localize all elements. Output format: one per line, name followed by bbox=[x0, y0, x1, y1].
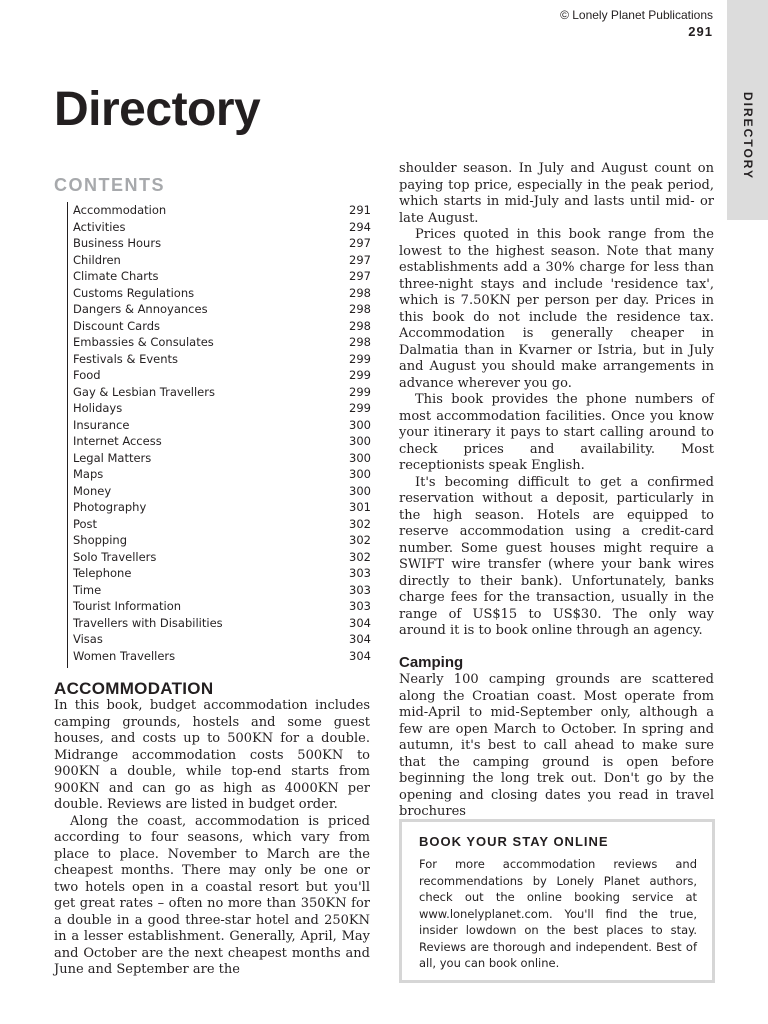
toc-entry-label: Legal Matters bbox=[73, 450, 152, 465]
toc-entry-label: Gay & Lesbian Travellers bbox=[73, 384, 215, 399]
toc-entry-page: 297 bbox=[349, 252, 371, 267]
toc-entry bbox=[68, 219, 371, 236]
toc-entry-label: Tourist Information bbox=[73, 599, 182, 613]
left-column bbox=[54, 698, 370, 979]
toc-entry bbox=[68, 648, 371, 665]
toc-entry bbox=[68, 400, 371, 417]
accommodation-paragraph-3: Prices quoted in this book range from the lowest to the highest season. Note that many establishments add a 30% charge for less than three-night stays and include 'residence tax', which is 7.50KN per person per day. Prices in this book do not include the residence tax. Accommodation is generally cheaper in Dalmatia than in Kvarner or Istria, but in July and August you should make arrangements in advance wherever you go. bbox=[399, 227, 714, 391]
toc-entry-label: Climate Charts bbox=[73, 269, 159, 283]
toc-entry bbox=[68, 367, 371, 384]
toc-entry bbox=[68, 268, 371, 285]
toc-entry bbox=[68, 450, 371, 467]
toc-entry bbox=[68, 334, 371, 351]
toc-entry-label: Time bbox=[73, 582, 102, 597]
toc-entry bbox=[68, 532, 371, 549]
toc-entry-page: 297 bbox=[349, 236, 371, 250]
book-online-boxout bbox=[399, 819, 715, 983]
toc-entry-label: Solo Travellers bbox=[73, 549, 157, 564]
toc-entry bbox=[68, 582, 371, 599]
table-of-contents bbox=[67, 202, 371, 668]
toc-entry-page: 301 bbox=[349, 500, 371, 514]
toc-entry-label: Holidays bbox=[73, 401, 123, 415]
toc-entry-page: 298 bbox=[349, 335, 371, 349]
camping-column bbox=[399, 672, 714, 821]
toc-entry-label: Customs Regulations bbox=[73, 285, 195, 300]
boxout-body: For more accommodation reviews and recommendations by Lonely Planet authors, check out the online booking service at www.lonelyplanet.com. You'll find the true, insider lowdown on the best places to stay. Reviews are thorough and independent. Best of all, you can book online. bbox=[419, 857, 697, 970]
toc-entry bbox=[68, 417, 371, 434]
toc-entry-label: Telephone bbox=[73, 566, 132, 580]
page-number: 291 bbox=[688, 24, 713, 39]
toc-entry-page: 299 bbox=[349, 401, 371, 415]
accommodation-paragraph-2-continued: shoulder season. In July and August count on paying top price, especially in the peak period, which starts in mid-July and lasts until mid- or late August. bbox=[399, 161, 714, 226]
toc-entry bbox=[68, 318, 371, 335]
toc-entry-label: Travellers with Disabilities bbox=[73, 615, 223, 630]
accommodation-paragraph-5: It's becoming difficult to get a confirmed reservation without a deposit, particularly in the high season. Hotels are equipped to reserve accommodation using a credit-card number. Some guest houses might require a SWIFT wire transfer (where your bank wires directly to their bank). Unfortunately, banks charge fees for the transaction, usually in the range of US$15 to US$30. The only way around it is to book online through an agency. bbox=[399, 474, 714, 638]
toc-entry bbox=[68, 351, 371, 368]
toc-entry-page: 302 bbox=[349, 533, 371, 547]
toc-entry-page: 303 bbox=[349, 566, 371, 580]
toc-entry-page: 299 bbox=[349, 368, 371, 382]
toc-entry-page: 302 bbox=[349, 516, 371, 531]
toc-entry-page: 304 bbox=[349, 632, 371, 646]
boxout-title: BOOK YOUR STAY ONLINE bbox=[419, 834, 609, 849]
toc-entry-label: Money bbox=[73, 483, 112, 498]
accommodation-paragraph-1: In this book, budget accommodation includes camping grounds, hostels and some guest houses, and costs up to 500KN for a double. Midrange accommodation costs 500KN to 900KN a double, while top-end starts from 900KN and can go as high as 4000KN per double. Reviews are listed in budget order. bbox=[54, 698, 370, 812]
toc-entry-label: Photography bbox=[73, 500, 147, 514]
toc-entry-page: 300 bbox=[349, 467, 371, 481]
toc-entry-label: Maps bbox=[73, 467, 104, 481]
page-header bbox=[560, 8, 713, 40]
toc-entry-label: Post bbox=[73, 516, 98, 531]
toc-entry-label: Children bbox=[73, 252, 121, 267]
toc-entry-label: Festivals & Events bbox=[73, 351, 179, 366]
toc-entry-page: 300 bbox=[349, 483, 371, 498]
toc-entry bbox=[68, 384, 371, 401]
toc-entry-label: Dangers & Annoyances bbox=[73, 302, 208, 316]
toc-entry bbox=[68, 615, 371, 632]
chapter-title: Directory bbox=[54, 83, 261, 136]
camping-paragraph-1: Nearly 100 camping grounds are scattered along the Croatian coast. Most operate from mid-April to mid-September only, although a few are open March to October. In spring and autumn, it's best to call ahead to make sure that the camping ground is open before beginning the long trek out. Don't go by the opening and closing dates you read in travel brochures bbox=[399, 672, 714, 819]
section-thumb-tab-label: DIRECTORY bbox=[741, 92, 755, 181]
toc-entry-page: 304 bbox=[349, 648, 371, 663]
toc-entry bbox=[68, 499, 371, 516]
toc-entry bbox=[68, 235, 371, 252]
right-column bbox=[399, 161, 714, 640]
toc-entry bbox=[68, 631, 371, 648]
copyright-notice: © Lonely Planet Publications bbox=[560, 8, 713, 22]
toc-entry bbox=[68, 252, 371, 269]
camping-heading: Camping bbox=[399, 654, 464, 671]
toc-entry-label: Embassies & Consulates bbox=[73, 335, 214, 349]
toc-entry-label: Insurance bbox=[73, 417, 130, 432]
toc-entry-page: 300 bbox=[349, 417, 371, 432]
toc-entry-label: Food bbox=[73, 368, 101, 382]
toc-entry-label: Discount Cards bbox=[73, 318, 161, 333]
toc-entry-label: Women Travellers bbox=[73, 648, 176, 663]
accommodation-paragraph-4: This book provides the phone numbers of most accommodation facilities. Once you know your itinerary it pays to start calling around to check prices and availability. Most receptionists speak English. bbox=[399, 392, 714, 473]
toc-entry bbox=[68, 483, 371, 500]
toc-entry-page: 297 bbox=[349, 269, 371, 283]
toc-entry bbox=[68, 301, 371, 318]
toc-entry bbox=[68, 202, 371, 219]
toc-entry-page: 300 bbox=[349, 434, 371, 448]
toc-entry bbox=[68, 285, 371, 302]
toc-entry-page: 298 bbox=[349, 318, 371, 333]
toc-entry-page: 298 bbox=[349, 285, 371, 300]
toc-entry-page: 303 bbox=[349, 582, 371, 597]
toc-entry-page: 298 bbox=[349, 302, 371, 316]
toc-entry bbox=[68, 466, 371, 483]
toc-entry bbox=[68, 565, 371, 582]
toc-entry-label: Internet Access bbox=[73, 434, 162, 448]
toc-entry-page: 299 bbox=[349, 384, 371, 399]
toc-entry-page: 299 bbox=[349, 351, 371, 366]
toc-entry-label: Shopping bbox=[73, 533, 128, 547]
toc-entry-page: 291 bbox=[349, 203, 371, 217]
toc-entry bbox=[68, 433, 371, 450]
toc-entry bbox=[68, 549, 371, 566]
toc-entry-page: 304 bbox=[349, 615, 371, 630]
toc-entry-page: 302 bbox=[349, 549, 371, 564]
accommodation-paragraph-2: Along the coast, accommodation is priced according to four seasons, which vary from place to place. November to March are the cheapest months. There may only be one or two hotels open in a coastal resort but you'll get great rates – often no more than 350KN for a double in a good three-star hotel and 250KN in a lesser establishment. Generally, April, May and October are the next cheapest months and June and September are the bbox=[54, 813, 370, 977]
toc-entry-label: Accommodation bbox=[73, 203, 167, 217]
toc-entry bbox=[68, 516, 371, 533]
toc-entry-page: 303 bbox=[349, 599, 371, 613]
toc-entry-label: Visas bbox=[73, 632, 103, 646]
toc-entry-page: 294 bbox=[349, 219, 371, 234]
contents-heading: CONTENTS bbox=[54, 175, 165, 195]
toc-entry-label: Business Hours bbox=[73, 236, 162, 250]
toc-entry bbox=[68, 598, 371, 615]
toc-entry-label: Activities bbox=[73, 219, 126, 234]
accommodation-heading: ACCOMMODATION bbox=[54, 679, 214, 698]
toc-entry-page: 300 bbox=[349, 450, 371, 465]
